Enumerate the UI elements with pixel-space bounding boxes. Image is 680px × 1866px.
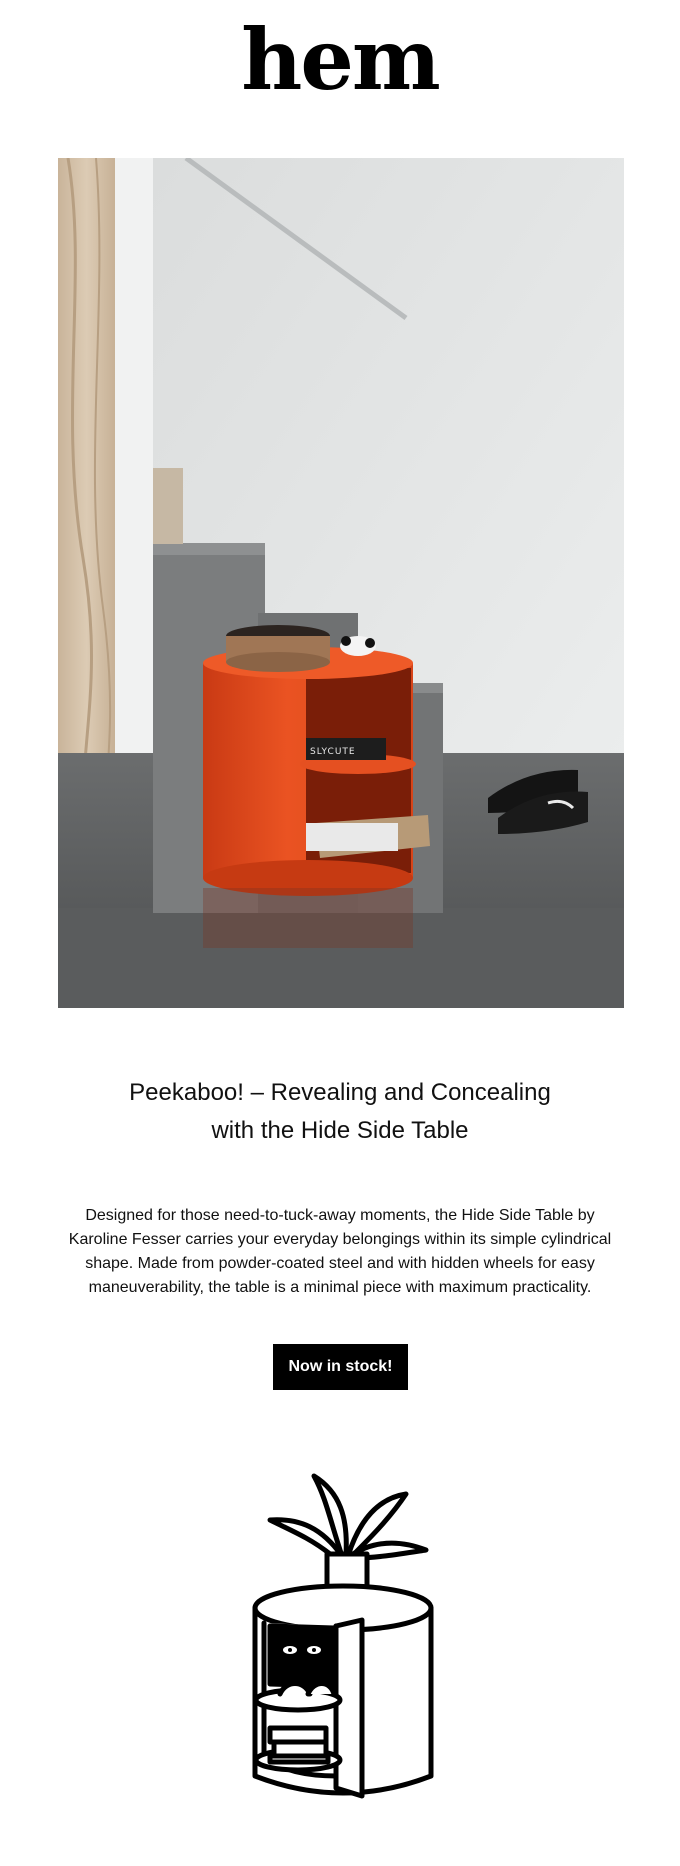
hero-photo — [58, 158, 624, 1008]
brand-logo[interactable] — [0, 10, 680, 109]
headline-line-2: with the Hide Side Table — [211, 1117, 469, 1144]
article-headline — [60, 1074, 620, 1150]
hide-side-table-icon — [230, 1458, 450, 1818]
hide-side-table-illustration[interactable] — [230, 1458, 450, 1818]
headline-line-1: Peekaboo! – Revealing and Concealing — [129, 1079, 551, 1106]
hero-image[interactable] — [58, 158, 624, 1008]
brand-logo-text: hem — [241, 10, 439, 109]
article-body: Designed for those need-to-tuck-away moments, the Hide Side Table by Karoline Fesser carries your everyday belongings within its simple cylindrical shape. Made from powder-coated steel and with hidden wheels for easy maneuverability, the table is a minimal piece with maximum practicality. — [68, 1207, 612, 1296]
now-in-stock-button[interactable]: Now in stock! — [273, 1344, 408, 1390]
hero-box-label: SLYCUTE — [310, 747, 356, 757]
